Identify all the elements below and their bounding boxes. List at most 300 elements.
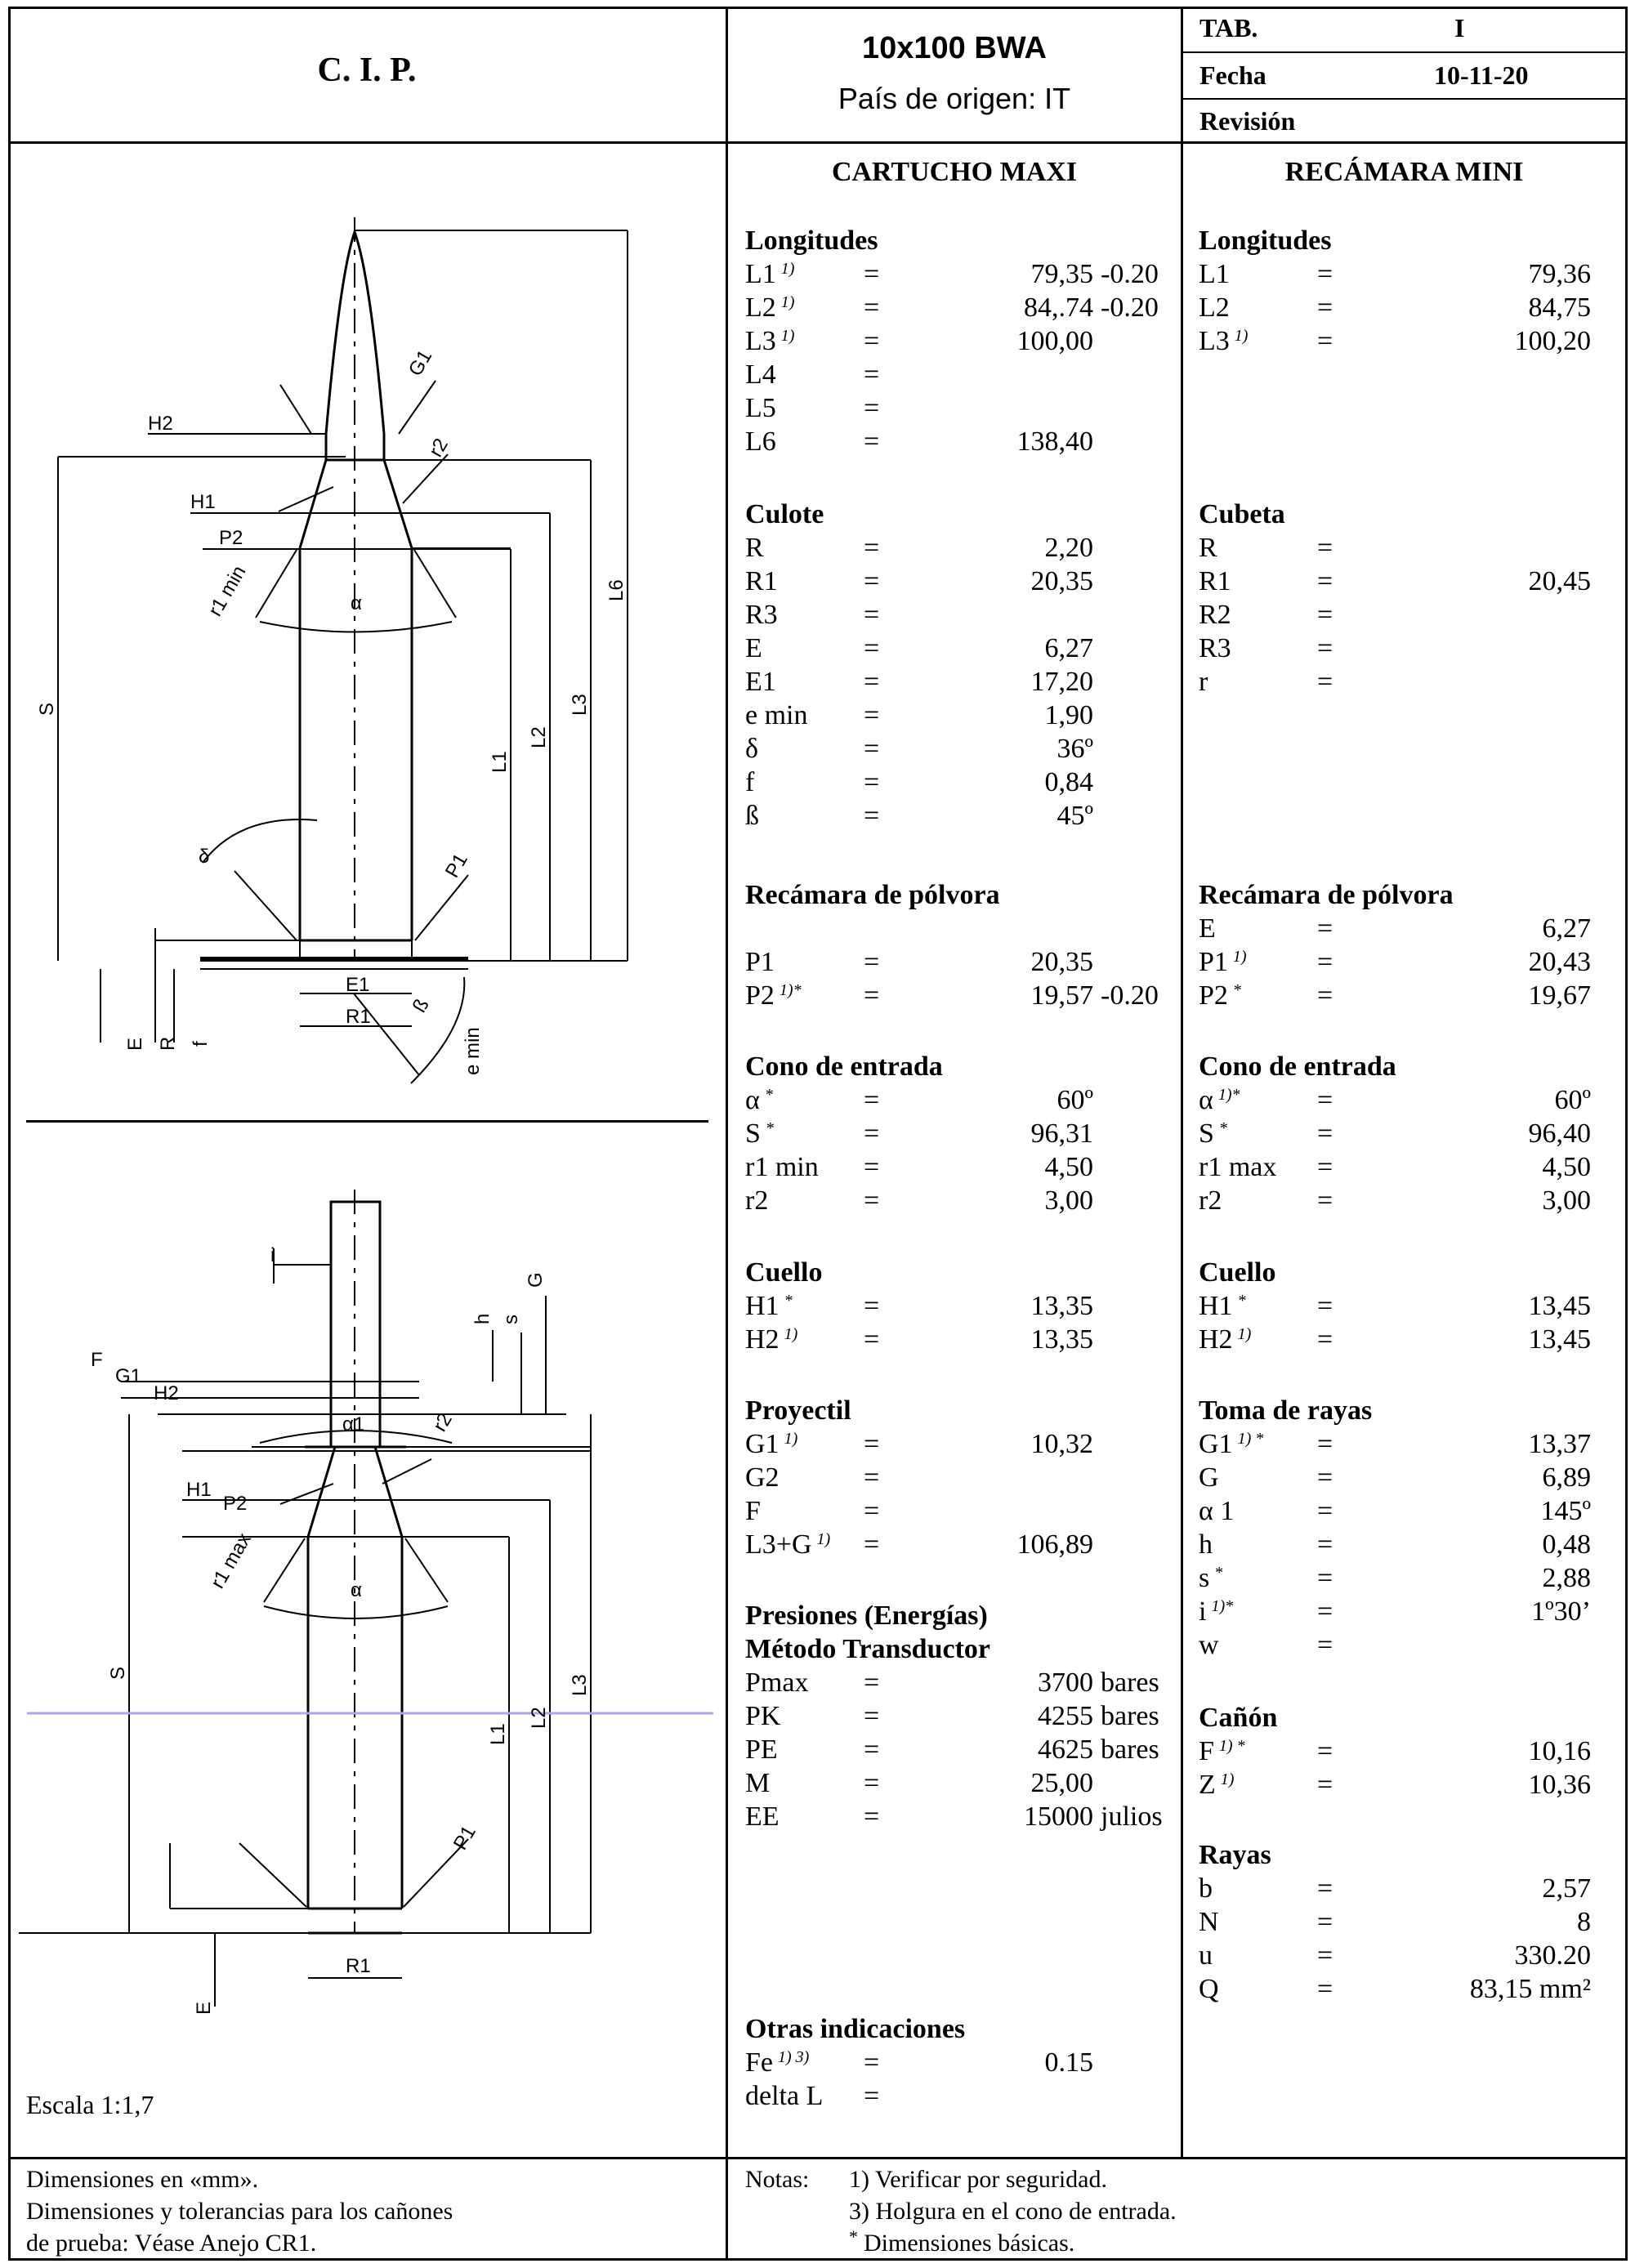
row-value: 100,00 [1016,326,1093,356]
data-row [1199,1872,1591,1905]
row-key: δ [745,734,759,764]
row-equals: = [1317,1907,1333,1937]
section-title: Cubeta [1199,499,1285,529]
data-row [1199,1939,1591,1972]
label-a1: α1 [342,1413,365,1435]
row-key-footnote: * [1232,981,1241,999]
row-key-footnote: 1) * [1237,1430,1264,1448]
label-fl: F [91,1349,103,1371]
data-row [745,1150,1093,1184]
section-title: Cañón [1199,1703,1278,1733]
row-equals: = [864,1701,880,1731]
row-equals: = [1317,633,1333,663]
row-equals: = [1317,1596,1333,1627]
label-p2b: P2 [223,1493,248,1515]
vertical-divider-1 [726,7,728,2261]
origin-country: País de origen: IT [838,82,1071,115]
row-key: S [1199,1118,1214,1149]
row-equals: = [864,734,880,764]
data-row [745,665,1093,699]
row-key: R3 [745,600,778,630]
row-key: Q [1199,1974,1219,2004]
row-value: 79,36 [1528,259,1591,289]
data-row [745,257,1159,291]
row-equals: = [864,947,880,977]
row-key: F [1199,1736,1214,1766]
row-value: 4255 [1038,1701,1093,1731]
label-i: i [270,1244,275,1266]
row-key: E1 [745,667,776,697]
row-key-footnote: 1) 3) [778,2048,810,2066]
data-row [1199,1494,1591,1528]
shoulder-right [384,460,412,548]
row-tolerance: julios [1101,1801,1163,1832]
data-row [745,1666,1159,1699]
row-key: ß [745,801,759,831]
data-row [745,2079,965,2113]
data-row [745,1184,1093,1217]
data-row [1199,1905,1591,1939]
left-section [745,498,1093,833]
section-title: Cono de entrada [745,1051,943,1082]
data-row [745,799,1093,833]
row-key-footnote: * [765,1119,774,1137]
row-key: Z [1199,1770,1216,1800]
row-value: 10,36 [1528,1770,1591,1800]
row-key: L4 [745,359,776,390]
right-section [1199,224,1591,358]
row-equals: = [864,1801,880,1832]
row-key: α 1 [1199,1496,1235,1526]
data-row [1199,1461,1591,1494]
footer-notes [745,2163,1611,2259]
label-l2b: L2 [528,1707,550,1729]
row-key: P2 [1199,980,1228,1011]
row-equals: = [864,767,880,797]
data-row [1199,1323,1591,1356]
data-row [1199,565,1591,598]
row-equals: = [864,1768,880,1798]
label-l6: L6 [605,579,628,601]
footer-divider [8,2157,1628,2159]
label-emin: e min [462,1027,484,1075]
row-key-footnote: 1) [784,1430,798,1448]
label-l2: L2 [528,726,550,748]
data-row [1199,1734,1591,1768]
data-row [1199,1427,1591,1461]
row-key: r2 [1199,1185,1222,1216]
row-key: R [1199,533,1217,563]
data-row [745,1117,1093,1150]
right-section [1199,1394,1591,1662]
row-value: 145º [1540,1496,1591,1526]
row-key: L3+G [745,1529,812,1560]
row-value: 2,57 [1542,1873,1591,1904]
row-value: 6,27 [1542,913,1591,944]
row-key: r1 min [745,1152,819,1182]
row-equals: = [864,801,880,831]
data-row [1199,1972,1591,2006]
data-row [1199,1150,1591,1184]
row-key: E [1199,913,1216,944]
row-equals: = [864,1085,880,1115]
row-value: 6,89 [1542,1462,1591,1493]
vertical-divider-2 [1181,7,1183,2158]
section-title: Culote [745,499,824,529]
row-key: P2 [745,980,775,1011]
row-value: 45º [1056,801,1093,831]
right-section [1199,1838,1591,2006]
label-h2b: H2 [154,1382,179,1404]
label-r: R [157,1036,179,1051]
row-value: 4625 [1038,1734,1093,1765]
label-r2: r2 [424,435,453,461]
row-key: i [1199,1596,1207,1627]
row-key: b [1199,1873,1213,1904]
label-p1b: P1 [449,1822,480,1854]
date-value: 10-11-20 [1434,60,1529,90]
row-value: 3700 [1038,1668,1093,1698]
row-value: 6,27 [1044,633,1093,663]
row-key: G2 [745,1462,780,1493]
row-value: 84,.74 [1024,292,1093,323]
row-key: L3 [745,326,776,356]
row-key: h [1199,1529,1213,1560]
row-equals: = [864,2047,880,2078]
row-equals: = [1317,980,1333,1011]
row-equals: = [864,566,880,596]
row-equals: = [1317,600,1333,630]
row-value: 0,84 [1044,767,1093,797]
section-title: Recámara de pólvora [745,880,1000,910]
data-row [745,699,1093,732]
data-row [1199,1117,1591,1150]
label-e: E [124,1037,146,1051]
row-key: s [1199,1563,1210,1593]
row-key-footnote: 1) [1232,948,1247,966]
row-value: 3,00 [1542,1185,1591,1216]
tab-row-divider-1 [1181,51,1628,53]
row-key: L2 [745,292,776,323]
data-row [1199,979,1591,1012]
row-key: EE [745,1801,780,1832]
note-1: 1) Verificar por seguridad. [849,2166,1107,2193]
row-value: 3,00 [1044,1185,1093,1216]
data-row [745,531,1093,565]
row-value: 1,90 [1044,700,1093,730]
row-tolerance: bares [1101,1701,1159,1731]
data-row [745,598,880,632]
row-key-footnote: 1) * [1218,1737,1245,1755]
row-equals: = [864,2081,880,2111]
label-l1b: L1 [487,1723,509,1745]
row-value: 138,40 [1016,426,1093,457]
row-value: 96,40 [1528,1118,1591,1149]
row-value: 0,48 [1542,1529,1591,1560]
row-equals: = [1317,1873,1333,1904]
row-equals: = [1317,292,1333,323]
row-value: 13,37 [1528,1429,1591,1459]
data-row [745,1494,880,1528]
row-equals: = [1317,326,1333,356]
left-section [745,2012,1093,2113]
row-key: L1 [745,259,776,289]
row-equals: = [1317,1529,1333,1560]
section-title: Longitudes [1199,225,1332,256]
row-key-footnote: * [1218,1119,1227,1137]
row-value: 79,35 [1030,259,1093,289]
label-r1b: R1 [346,1955,371,1977]
label-g1: G1 [404,346,437,380]
row-key: R [745,533,764,563]
col-right-title: RECÁMARA MINI [1284,157,1524,187]
row-key: P1 [1199,947,1228,977]
border-right [1625,7,1628,2261]
data-row [745,766,1093,799]
row-key-footnote: 1) [780,327,795,345]
data-row [745,1461,880,1494]
data-row [1199,1595,1591,1628]
label-h2: H2 [148,413,173,435]
case-rim [300,940,412,958]
row-key: r2 [745,1185,769,1216]
label-h1b: H1 [186,1479,212,1501]
row-key-footnote: 1) [784,1325,798,1343]
section-title: Cuello [1199,1257,1276,1288]
row-equals: = [1317,1496,1333,1526]
row-key-footnote: 1) [780,260,795,278]
left-section [745,224,1159,458]
row-key-footnote: 1) [1220,1770,1235,1788]
row-equals: = [864,667,880,697]
row-key: f [745,767,755,797]
row-key: r [1199,667,1208,697]
data-row [745,912,1000,945]
row-equals: = [1317,1185,1333,1216]
row-value: 19,67 [1528,980,1591,1011]
row-value: 20,35 [1030,566,1093,596]
data-row [745,425,1093,458]
data-row [745,291,1159,324]
data-row [1199,1528,1591,1561]
data-row [745,1766,1093,1800]
row-key: PE [745,1734,778,1765]
row-value: 1º30’ [1531,1596,1591,1627]
data-row [745,565,1093,598]
row-value: 4,50 [1044,1152,1093,1182]
right-section [1199,498,1591,699]
data-row [1199,1083,1591,1117]
row-equals: = [864,1291,880,1321]
section-subtitle: Método Transductor [745,1634,991,1664]
data-row [745,979,1159,1012]
data-row [745,1427,1093,1461]
row-equals: = [1317,259,1333,289]
label-l3b: L3 [569,1674,591,1696]
data-row [745,391,878,425]
row-key: L3 [1199,326,1230,356]
section-title: Toma de rayas [1199,1395,1373,1426]
row-equals: = [1317,1940,1333,1971]
row-equals: = [864,1668,880,1698]
row-equals: = [1317,1462,1333,1493]
row-value: 106,89 [1016,1529,1093,1560]
section-title: Cono de entrada [1199,1051,1396,1082]
row-key: R1 [1199,566,1231,596]
row-equals: = [864,700,880,730]
row-key-footnote: 1) [1234,327,1249,345]
section-title: Cuello [745,1257,823,1288]
row-key-footnote: 1) [816,1530,831,1548]
label-r2b: r2 [428,1409,457,1435]
row-equals: = [864,426,880,457]
data-row [745,1323,1093,1356]
data-row [745,732,1093,766]
row-equals: = [864,600,880,630]
row-key-footnote: 1)* [1217,1086,1240,1104]
label-sb: S [107,1666,129,1680]
row-equals: = [864,633,880,663]
section-title: Proyectil [745,1395,851,1426]
footer-dimensions [26,2163,453,2259]
label-r1min: r1 min [203,561,251,620]
row-key: H1 [745,1291,780,1321]
row-equals: = [864,326,880,356]
data-row [745,1699,1159,1733]
border-top [8,7,1628,9]
label-p1: P1 [440,850,472,882]
data-row [745,2046,1093,2079]
label-h1: H1 [190,491,216,513]
row-value: 83,15 mm² [1469,1974,1591,2004]
row-equals: = [1317,1770,1333,1800]
row-key: M [745,1768,771,1798]
footer-dim-2: Dimensiones y tolerancias para los cañones [26,2198,453,2225]
row-key: L6 [745,426,776,457]
row-value: 10,32 [1030,1429,1093,1459]
data-row [745,1528,1093,1561]
row-value: 96,31 [1030,1118,1093,1149]
row-value: 60º [1554,1085,1591,1115]
row-value: 15000 [1024,1801,1093,1832]
scale-label: Escala 1:1,7 [26,2090,154,2119]
row-value: 60º [1056,1085,1093,1115]
row-key: F [745,1496,761,1526]
row-key: α [1199,1085,1213,1115]
row-equals: = [864,533,880,563]
label-e1: E1 [346,974,370,996]
row-equals: = [1317,1152,1333,1182]
row-equals: = [1317,1324,1333,1355]
org-title: C. I. P. [317,51,417,89]
row-value: 0.15 [1044,2047,1093,2078]
row-key: w [1199,1630,1219,1660]
row-equals: = [864,1324,880,1355]
row-key-footnote: 1) [780,293,795,311]
row-tolerance: -0.20 [1101,980,1159,1011]
row-key-footnote: * [764,1086,773,1104]
label-beta: ß [408,994,434,1016]
row-equals: = [1317,533,1333,563]
data-row [745,1083,1093,1117]
row-key: L1 [1199,259,1230,289]
row-equals: = [1317,667,1333,697]
label-l3: L3 [569,694,591,716]
row-equals: = [864,1734,880,1765]
row-key-footnote: * [1237,1292,1246,1310]
row-equals: = [864,1185,880,1216]
row-value: 25,00 [1030,1768,1093,1798]
data-row [1199,1184,1591,1217]
row-value: 36º [1056,734,1093,764]
row-equals: = [864,1462,880,1493]
row-key: L2 [1199,292,1230,323]
right-section [1199,878,1591,1012]
row-equals: = [1317,566,1333,596]
row-value: 4,50 [1542,1152,1591,1182]
row-value: 8 [1577,1907,1591,1937]
label-l1: L1 [489,751,511,773]
row-value: 330.20 [1514,1940,1591,1971]
row-equals: = [1317,1736,1333,1766]
row-equals: = [1317,1974,1333,2004]
revision-label: Revisión [1199,106,1296,136]
label-eb: E [193,2001,215,2015]
left-section [745,1394,1093,1561]
label-gg: G [525,1272,547,1288]
row-key-footnote: * [784,1292,793,1310]
row-key: α [745,1085,760,1115]
section-title: Rayas [1199,1840,1271,1870]
row-key: e min [745,700,808,730]
row-value: 13,35 [1030,1291,1093,1321]
row-equals: = [864,259,880,289]
row-tolerance: -0.20 [1101,259,1159,289]
cartridge-name: 10x100 BWA [861,31,1047,65]
row-equals: = [864,980,880,1011]
row-key: R1 [745,566,778,596]
row-key: Pmax [745,1668,809,1698]
row-equals: = [1317,1563,1333,1593]
note-3: 3) Holgura en el cono de entrada. [849,2198,1177,2225]
tab-value: I [1454,13,1465,42]
row-value: 10,16 [1528,1736,1591,1766]
data-row [1199,665,1333,699]
right-section [1199,1050,1591,1217]
row-equals: = [864,393,880,423]
row-value: 17,20 [1030,667,1093,697]
row-equals: = [864,359,880,390]
row-value: 100,20 [1514,326,1591,356]
row-equals: = [1317,947,1333,977]
row-key: G1 [745,1429,780,1459]
row-key: delta L [745,2081,824,2111]
note-basic-mark: * [849,2226,858,2247]
row-key: H2 [1199,1324,1233,1355]
row-tolerance: bares [1101,1668,1159,1698]
label-delta: δ [199,846,210,868]
data-row [745,1800,1163,1833]
label-s: S [36,702,58,716]
chamber-shoulder-right [375,1447,402,1537]
row-value: 20,43 [1528,947,1591,977]
data-row [745,1733,1159,1766]
data-row [1199,598,1333,632]
row-equals: = [1317,913,1333,944]
label-g1b: G1 [115,1365,142,1387]
row-key: L5 [745,393,776,423]
label-r1: R1 [346,1006,371,1028]
